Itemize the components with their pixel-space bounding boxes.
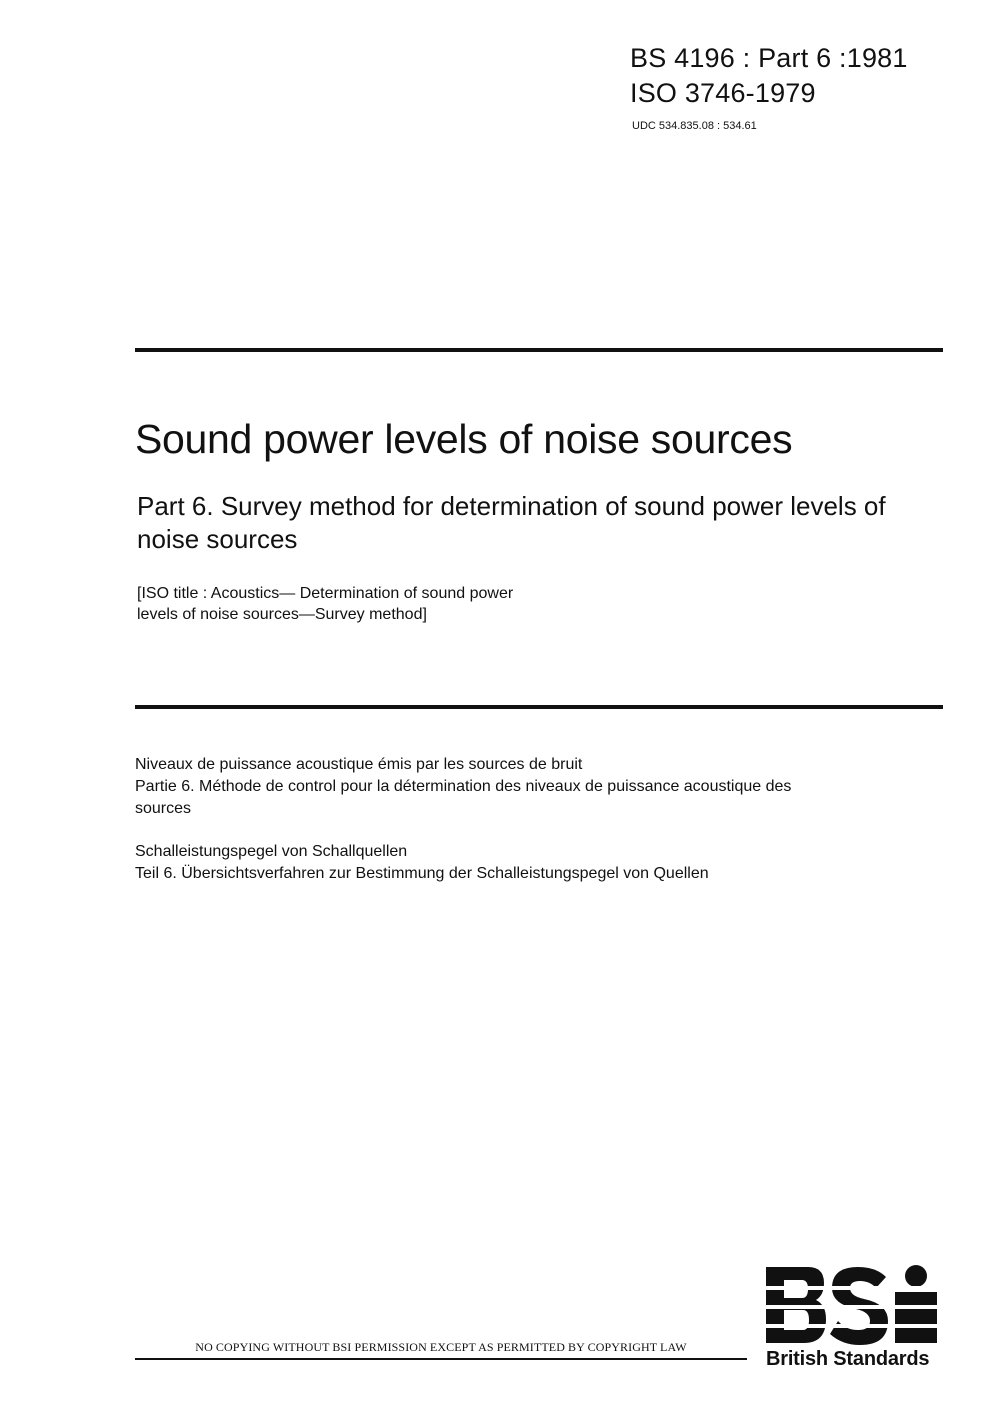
french-title-block bbox=[135, 754, 915, 820]
document-title: Sound power levels of noise sources bbox=[135, 416, 793, 462]
udc-code: UDC 534.835.08 : 534.61 bbox=[632, 120, 757, 132]
bsi-logo bbox=[764, 1264, 946, 1348]
french-title-line-1: Niveaux de puissance acoustique émis par les sources de bruit bbox=[135, 756, 583, 773]
copyright-notice-text: NO COPYING WITHOUT BSI PERMISSION EXCEPT AS PERMITTED BY COPYRIGHT LAW bbox=[195, 1340, 687, 1354]
french-title-line-3: sources bbox=[135, 800, 192, 817]
german-title-line-2: Teil 6. Übersichtsverfahren zur Bestimmung der Schalleistungspegel von Quellen bbox=[135, 865, 709, 882]
middle-divider bbox=[135, 705, 943, 709]
iso-number: ISO 3746-1979 bbox=[630, 78, 816, 108]
standard-number: BS 4196 : Part 6 :1981 bbox=[630, 43, 908, 73]
bsi-logo-caption: British Standards bbox=[766, 1348, 930, 1370]
german-title-block bbox=[135, 841, 915, 885]
french-title-line-2: Partie 6. Méthode de control pour la détermination des niveaux de puissance acoustique des bbox=[135, 778, 792, 795]
bsi-logo-icon bbox=[764, 1264, 946, 1348]
copyright-notice bbox=[135, 1340, 747, 1360]
document-subtitle: Part 6. Survey method for determination of sound power levels of noise sources bbox=[137, 491, 886, 554]
german-title-line-1: Schalleistungspegel von Schallquellen bbox=[135, 843, 408, 860]
top-divider bbox=[135, 348, 943, 352]
iso-title bbox=[137, 583, 617, 625]
iso-title-line-2: levels of noise sources—Survey method] bbox=[137, 606, 427, 623]
iso-title-line-1: [ISO title : Acoustics— Determination of sound power bbox=[137, 585, 514, 602]
